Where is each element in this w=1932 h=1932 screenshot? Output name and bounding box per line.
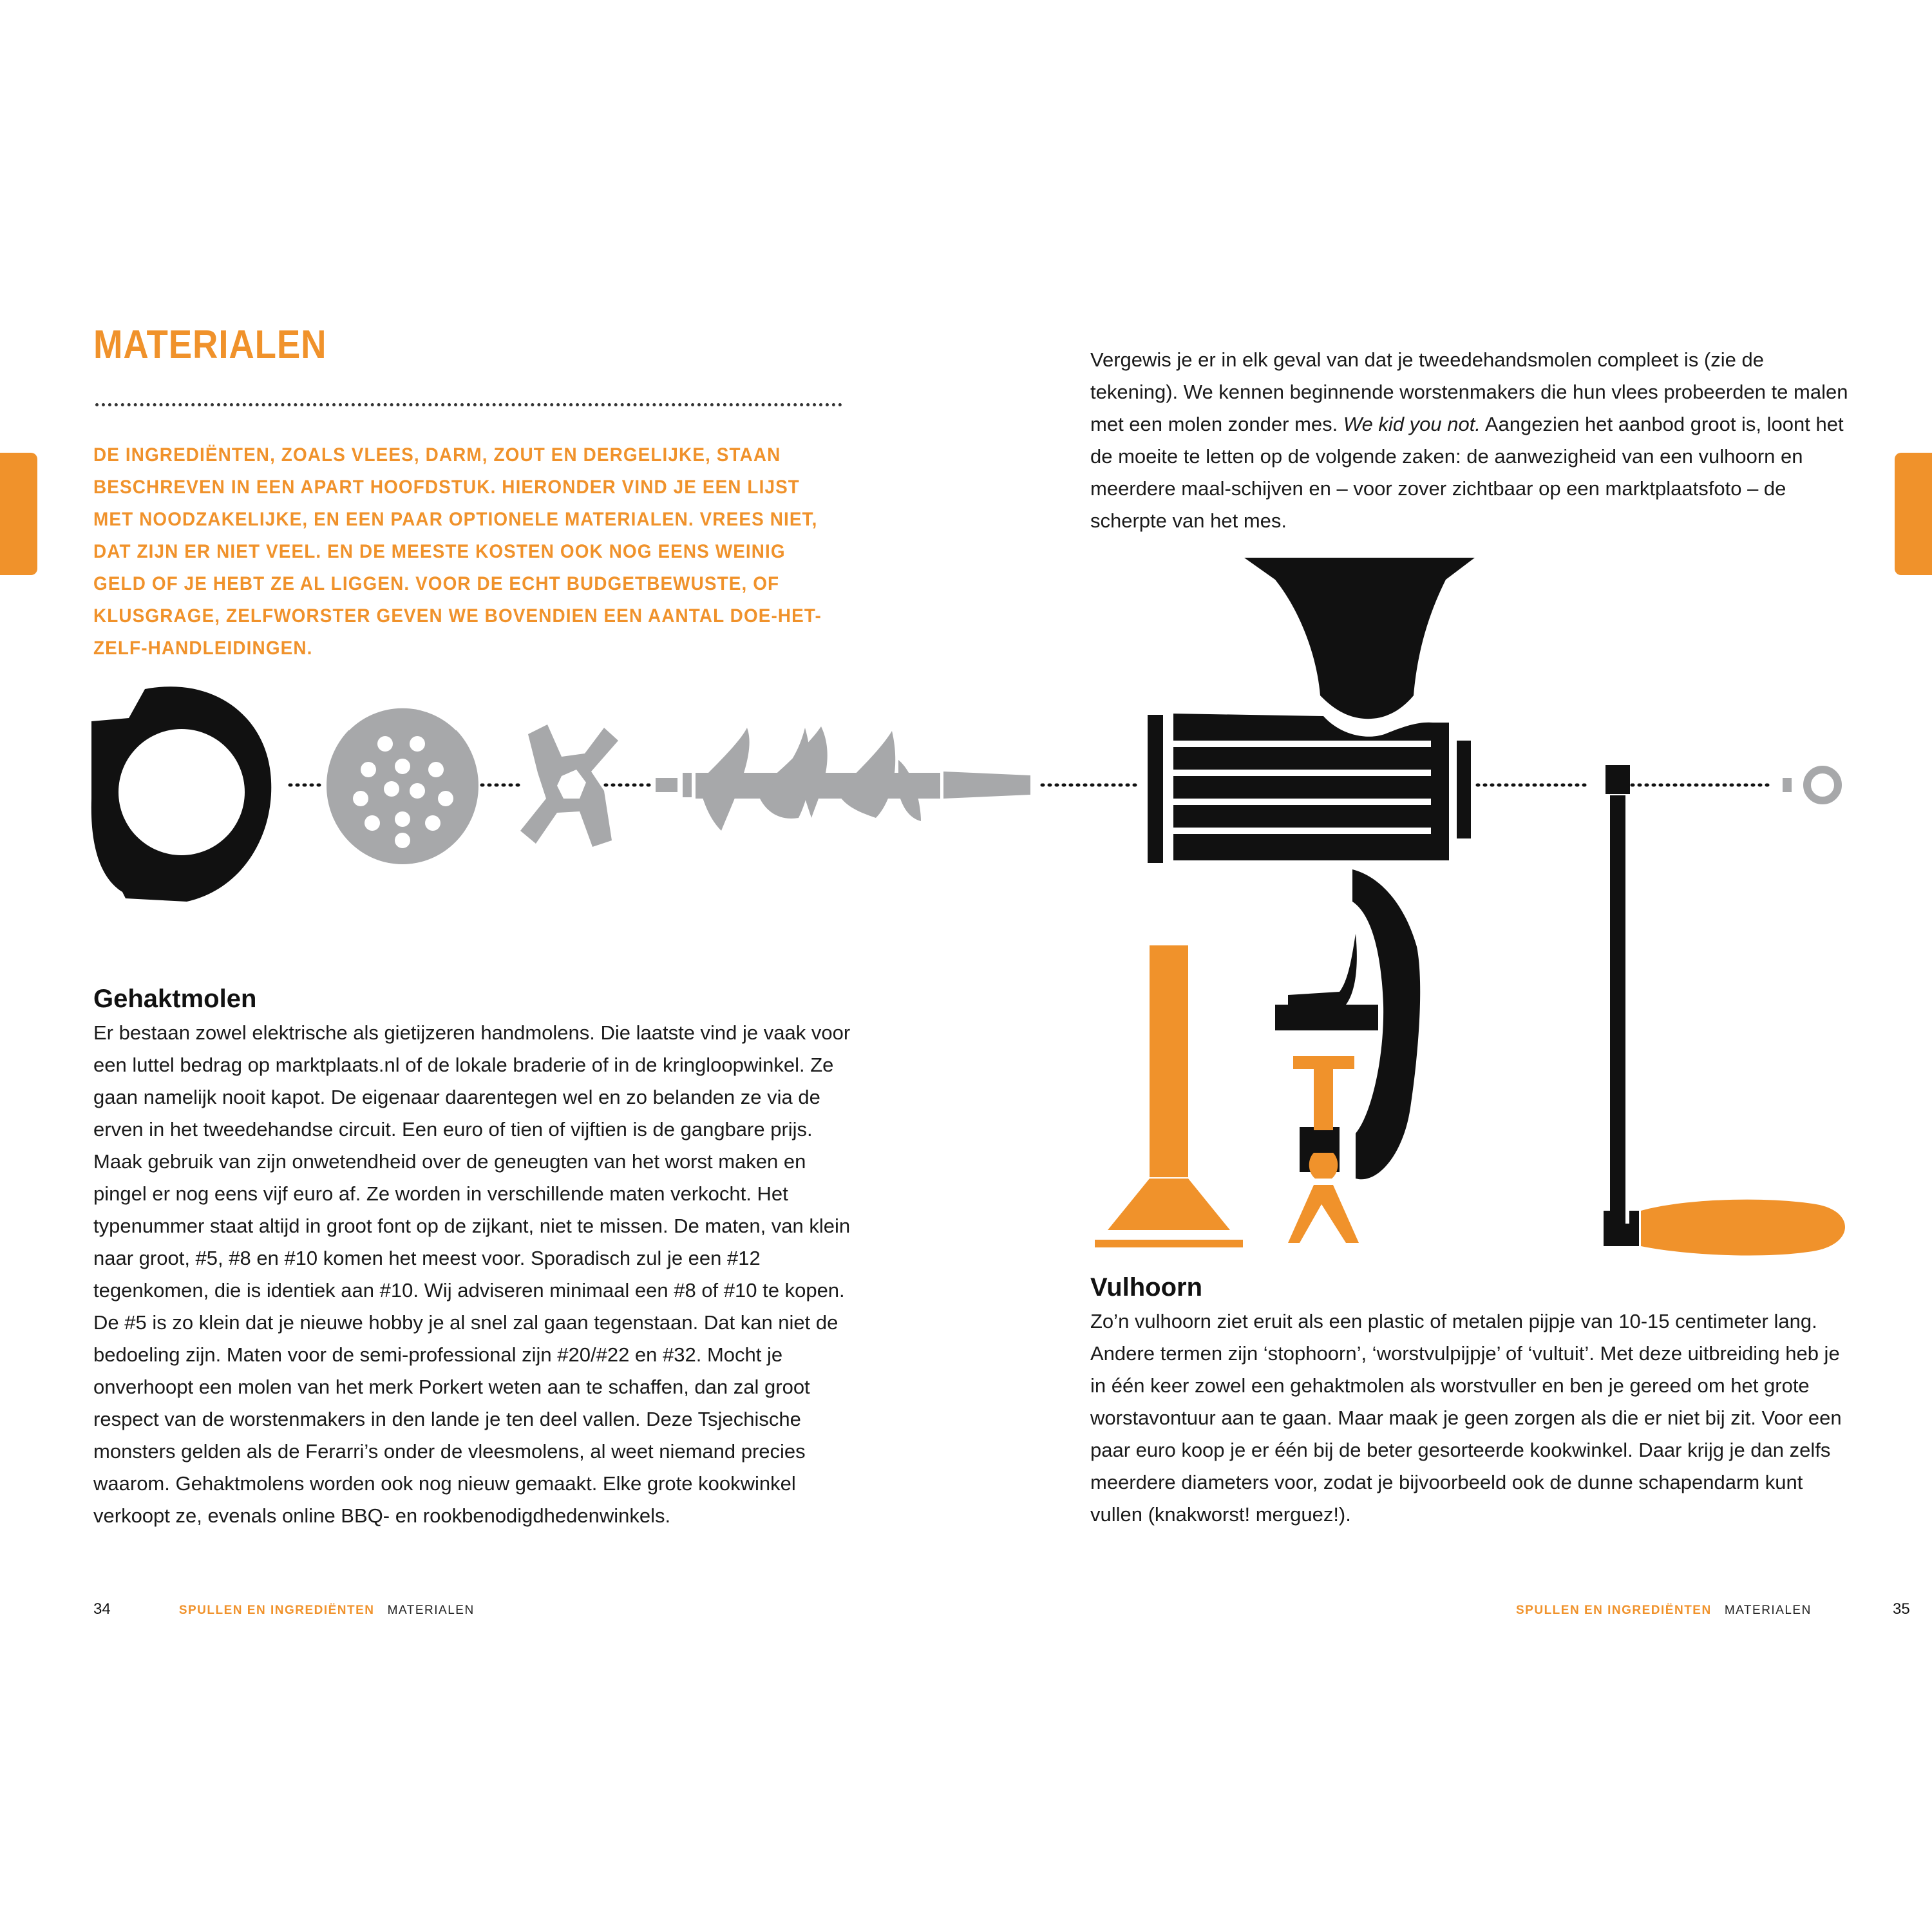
grinder-body-icon <box>1148 558 1475 1179</box>
right-intro-part2: Aangezien het aanbod groot is, loont het de moeite te letten op de volgende zaken: de aanwezigheid van een vulhoorn en meerdere maal-schijven en – voor zover zichtbaar op een marktplaatsfoto – de scherpte van het mes. <box>1090 413 1844 532</box>
footer-chapter-right: MATERIALEN <box>1724 1604 1812 1617</box>
footer-section-left: SPULLEN EN INGREDIËNTEN <box>178 1604 375 1617</box>
auger-screw-icon <box>656 726 1030 831</box>
section-body-gehaktmolen: Er bestaan zowel elektrische als gietijzeren handmolens. Die laatste vind je vaak voor een luttel bedrag op marktplaats.nl of de lokale braderie of in de kringloopwinkel. Ze gaan namelijk nooit kapot. De eigenaar daarentegen wel en zo belanden ze via de erven in het tweedehandse circuit. Een euro of tien of vijftien is de gangbare prijs. Maak gebruik van zijn onwetendheid over de geneugten van het worst maken en pingel er nog eens vijf euro af. Ze worden in verschillende maten verkocht. Het typenummer staat altijd in groot font op de zijkant, niet te missen. De maten, van klein naar groot, #5, #8 en #10 komen het meest voor. Sporadisch zul je een #12 tegenkomen, die is identiek aan #10. Wij adviseren minimaal een #8 of #10 te kopen. De #5 is zo klein dat je nieuwe hobby je al snel zal gaan tegenstaan. Dat kan niet de bedoeling zijn. Maten voor de semi-professional zijn #20/#22 en #32. Mocht je onverhoopt een molen van het merk Porkert weten aan te schaffen, dan zal groot respect van de worstenmakers in den lande je ten deel vallen. Deze Tsjechische monsters gelden als de Ferarri’s onder de vleesmolens, al weet niemand precies waarom. Gehaktmolens worden ook nog nieuw gemaakt. Elke grote kookwinkel verkoopt ze, evenals online BBQ- en rookbenodigdhedenwinkels. <box>93 1021 851 1527</box>
intro-text: DE INGREDIËNTEN, ZOALS VLEES, DARM, ZOUT EN DERGELIJKE, STAAN BESCHREVEN IN EEN APART HOOFDSTUK. HIERONDER VIND JE EEN LIJST MET NOODZAKELIJKE, EN EEN PAAR OPTIONELE MATERIALEN. VREES NIET, DAT ZIJN ER NIET VEEL. EN DE MEESTE KOSTEN OOK NOG EENS WEINIG GELD OF JE HEBT ZE AL LIGGEN. VOOR DE ECHT BUDGETBEWUSTE, OF KLUSGRAGE, ZELFWORSTER GEVEN WE BOVENDIEN EEN AANTAL DOE-HET-ZELF-HANDLEIDINGEN. <box>93 444 822 659</box>
cross-knife-icon <box>520 724 618 847</box>
section-body-vulhoorn: Zo’n vulhoorn ziet eruit als een plastic of metalen pijpje van 10-15 centimeter lang. Andere termen zijn ‘stophoorn’, ‘worstvulpijpje’ of ‘vultuit’. Met deze uitbreiding heb je in één keer zowel een gehaktmolen als worstvuller en ben je gereed om het grote worstavontuur aan te gaan. Maar maak je geen zorgen als die er niet bij zit. Voor een paar euro koop je er één bij de beter gesorteerde kookwinkel. Daar krijg je dan zelfs meerdere diameters voor, zodat je bijvoorbeeld ook de dunne schapendarm kunt vullen (knakworst! merguez!). <box>1090 1310 1842 1526</box>
section-heading-vulhoorn: Vulhoorn <box>1090 1273 1203 1302</box>
grinding-plate-icon <box>327 706 478 864</box>
crank-nut-icon <box>1783 770 1838 800</box>
page-number-right: 35 <box>1892 1600 1910 1618</box>
crank-handle-icon <box>1604 765 1845 1255</box>
right-intro-part1: Vergewis je er in elk geval van dat je tweedehandsmolen compleet is (zie de tekening). We kennen beginnende worstenmakers die hun vlees probeerden te malen met een molen zonder mes. <box>1090 348 1848 435</box>
page-number-left: 34 <box>93 1600 111 1618</box>
footer-chapter-left: MATERIALEN <box>387 1604 475 1617</box>
right-intro-italic: We kid you not. <box>1343 413 1481 435</box>
section-heading-gehaktmolen: Gehaktmolen <box>93 985 257 1013</box>
filling-horn-icon <box>1095 945 1243 1247</box>
footer-section-right: SPULLEN EN INGREDIËNTEN <box>1516 1604 1712 1617</box>
ring-nut-icon <box>91 687 272 902</box>
funnel-icon <box>1244 558 1475 719</box>
page-title: MATERIALEN <box>93 323 327 367</box>
